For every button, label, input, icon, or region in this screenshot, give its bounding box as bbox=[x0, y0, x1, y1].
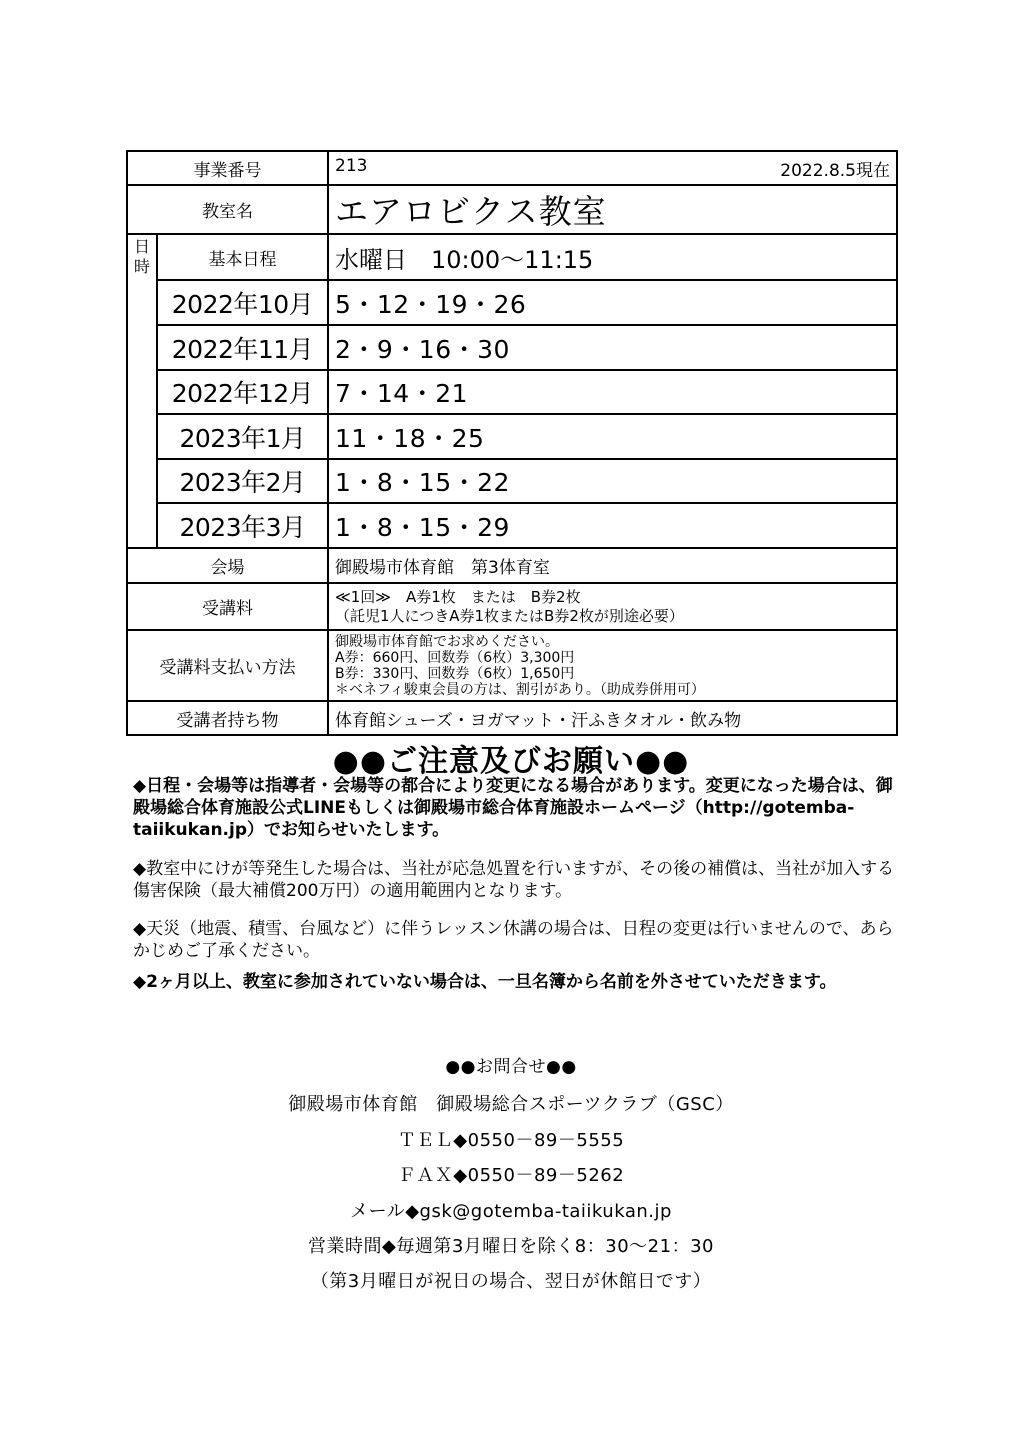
class-name: エアロビクス教室 bbox=[328, 185, 897, 234]
schedule-row bbox=[127, 370, 897, 414]
schedule-dates: 2・9・16・30 bbox=[328, 325, 897, 370]
notice-item: ◆日程・会場等は指導者・会場等の都合により変更になる場合があります。変更になった場合は、御殿場総合体育施設公式LINEもしくは御殿場市総合体育施設ホームページ（http://gotemba-taiikukan.jp）でお知らせいたします。 bbox=[133, 776, 893, 840]
schedule-month: 2022年12月 bbox=[157, 370, 328, 414]
schedule-dates: 5・12・19・26 bbox=[328, 280, 897, 325]
schedule-row bbox=[127, 280, 897, 325]
schedule-month: 2023年2月 bbox=[157, 459, 328, 503]
contact-mail: メール◆gsk@gotemba-taiikukan.jp bbox=[350, 1201, 672, 1222]
schedule-dates: 1・8・15・22 bbox=[328, 459, 897, 503]
as-of-date: 2022.8.5現在 bbox=[780, 160, 890, 181]
number-label: 事業番号 bbox=[127, 151, 328, 185]
class-info-table bbox=[126, 150, 898, 736]
basic-schedule-label: 基本日程 bbox=[157, 234, 328, 280]
belongings-label: 受講者持ち物 bbox=[127, 701, 328, 735]
schedule-row bbox=[127, 459, 897, 503]
venue-value: 御殿場市体育館 第3体育室 bbox=[328, 548, 897, 583]
notice-item: ◆2ヶ月以上、教室に参加されていない場合は、一旦名簿から名前を外させていただきます。 bbox=[133, 972, 837, 992]
notices-title: ●●ご注意及びお願い●● bbox=[332, 744, 690, 779]
payment-label: 受講料支払い方法 bbox=[127, 630, 328, 701]
schedule-row bbox=[127, 414, 897, 459]
venue-label: 会場 bbox=[127, 548, 328, 583]
contact-holiday-note: （第3月曜日が祝日の場合、翌日が休館日です） bbox=[310, 1271, 712, 1292]
contact-fax: ＦＡＸ◆0550－89－5262 bbox=[397, 1165, 625, 1186]
contact-hours: 営業時間◆毎週第3月曜日を除く8：30～21：30 bbox=[308, 1236, 714, 1257]
fee-line: ≪1回≫ A券1枚 または B券2枚 bbox=[335, 587, 581, 606]
schedule-month: 2022年10月 bbox=[157, 280, 328, 325]
payment-line: 御殿場市体育館でお求めください。 bbox=[335, 633, 559, 650]
notice-item: ◆教室中にけが等発生した場合は、当社が応急処置を行いますが、その後の補償は、当社が加入する傷害保険（最大補償200万円）の適用範囲内となります。 bbox=[133, 859, 895, 901]
payment-line: B券：330円、回数券（6枚）1,650円 bbox=[335, 665, 575, 682]
number-row bbox=[127, 151, 897, 185]
belongings-value: 体育館シューズ・ヨガマット・汗ふきタオル・飲み物 bbox=[328, 701, 897, 735]
schedule-month: 2022年11月 bbox=[157, 325, 328, 370]
fee-label: 受講料 bbox=[127, 583, 328, 630]
schedule-month: 2023年3月 bbox=[157, 503, 328, 548]
contact-org: 御殿場市体育館 御殿場総合スポーツクラブ（GSC） bbox=[288, 1094, 734, 1115]
schedule-dates: 7・14・21 bbox=[328, 370, 897, 414]
contact-tel: ＴＥＬ◆0550－89－5555 bbox=[397, 1130, 625, 1151]
payment-row bbox=[127, 630, 897, 701]
venue-row bbox=[127, 548, 897, 583]
fee-line: （託児1人につきA券1枚またはB券2枚が別途必要） bbox=[335, 606, 684, 625]
schedule-row bbox=[127, 325, 897, 370]
contact-title: ●●お問合せ●● bbox=[445, 1057, 577, 1077]
schedule-row bbox=[127, 503, 897, 548]
fee-value bbox=[328, 583, 897, 630]
number-value: 213 bbox=[335, 155, 368, 176]
schedule-side-label: 日 時 bbox=[127, 234, 157, 548]
fee-row bbox=[127, 583, 897, 630]
basic-schedule-value: 水曜日 10:00～11:15 bbox=[328, 234, 897, 280]
class-name-row bbox=[127, 185, 897, 234]
belongings-row bbox=[127, 701, 897, 735]
payment-line: A券：660円、回数券（6枚）3,300円 bbox=[335, 649, 575, 666]
payment-line: ＊ベネフィ駿東会員の方は、割引があり。（助成券併用可） bbox=[335, 681, 705, 698]
payment-value bbox=[328, 630, 897, 701]
notice-item: ◆天災（地震、積雪、台風など）に伴うレッスン休講の場合は、日程の変更は行いませんので、あらかじめご了承ください。 bbox=[133, 919, 894, 961]
schedule-month: 2023年1月 bbox=[157, 414, 328, 459]
schedule-dates: 11・18・25 bbox=[328, 414, 897, 459]
basic-schedule-row bbox=[127, 234, 897, 280]
class-name-label: 教室名 bbox=[127, 185, 328, 234]
schedule-dates: 1・8・15・29 bbox=[328, 503, 897, 548]
